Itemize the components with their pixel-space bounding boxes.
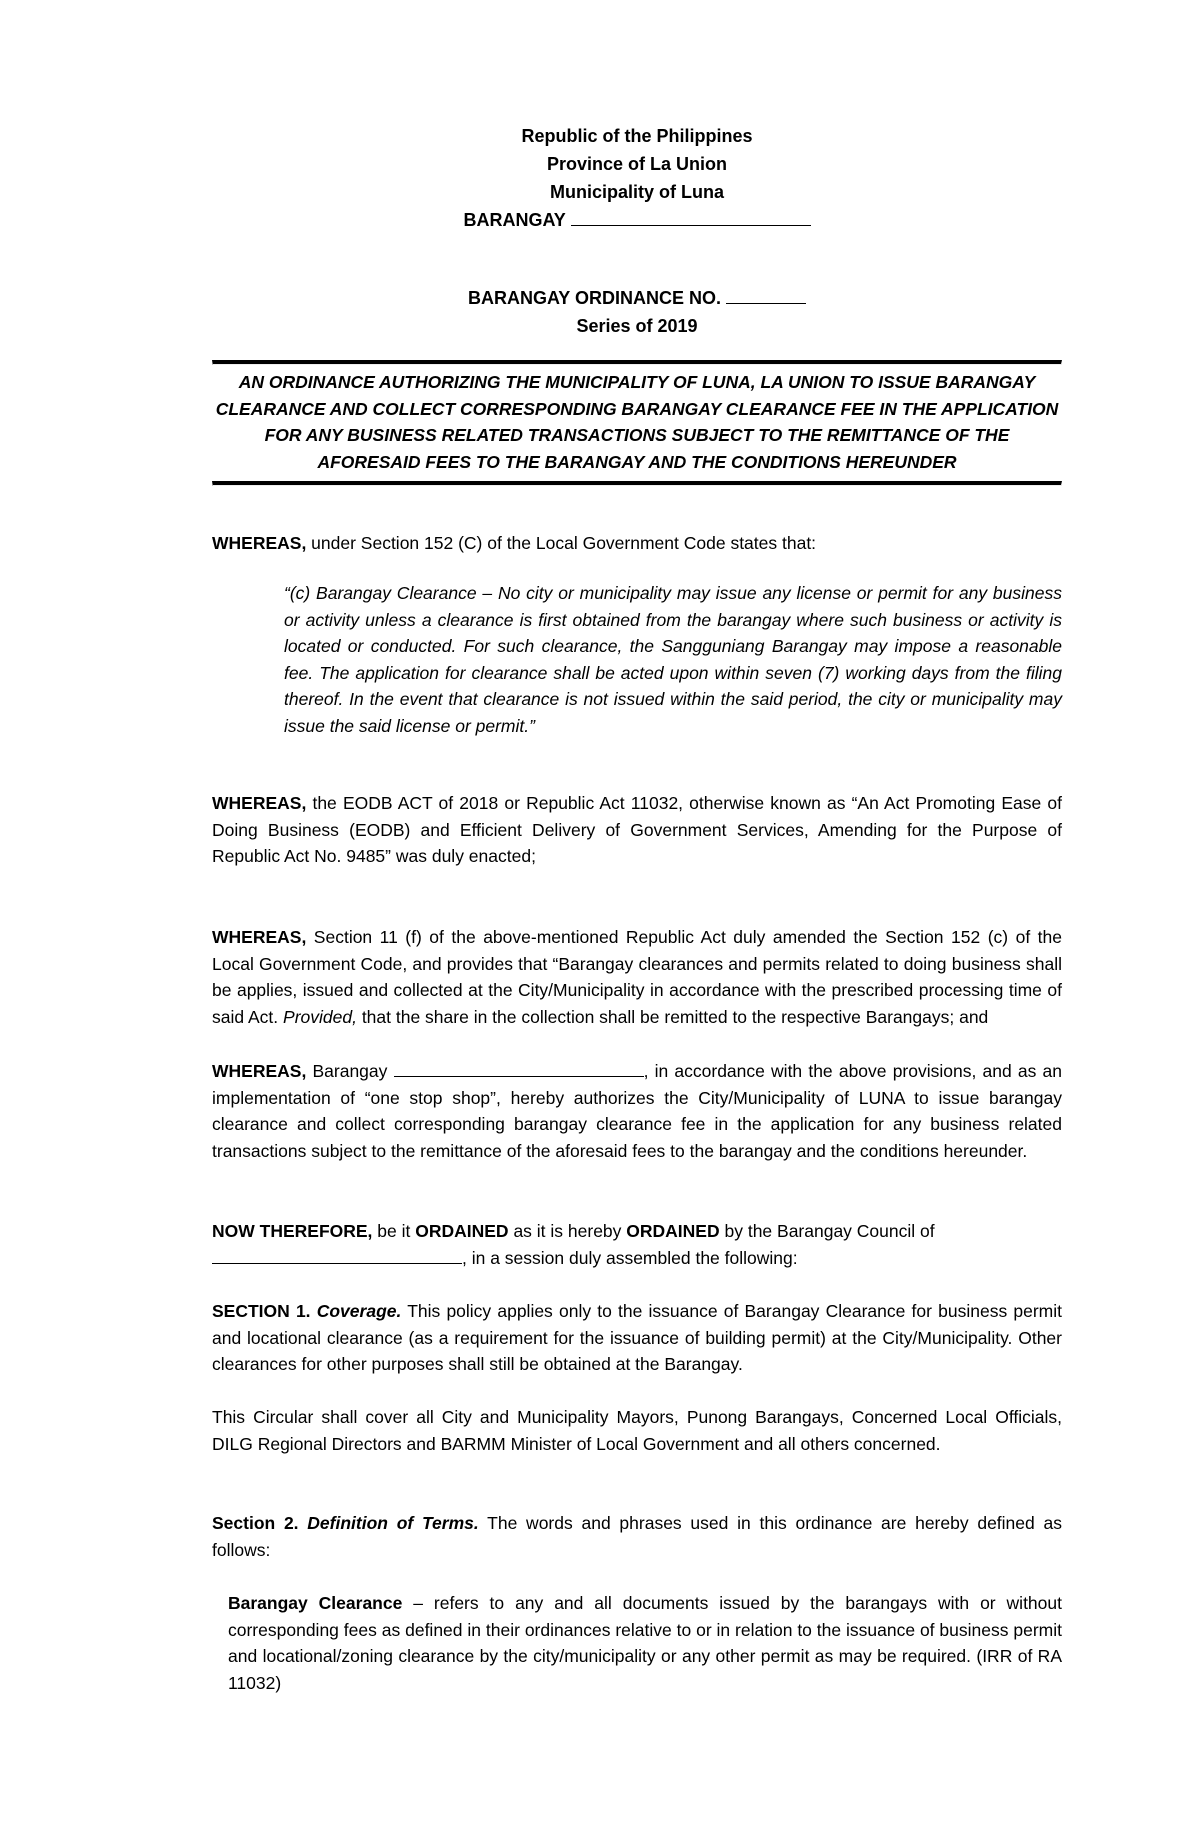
section-1	[212, 1298, 1062, 1378]
ordained-text: as it is hereby	[508, 1221, 627, 1241]
whereas-paragraph-3	[212, 924, 1062, 1030]
section-heading: Definition of Terms.	[307, 1513, 479, 1533]
title-bottom-rule	[212, 481, 1062, 486]
ordinance-number-blank	[726, 285, 806, 304]
barangay-name-blank	[394, 1058, 644, 1077]
ordained-keyword: ORDAINED	[415, 1221, 509, 1241]
barangay-name-blank	[571, 207, 811, 226]
ordinance-number-line	[212, 284, 1062, 312]
ordained-text: by the Barangay Council of	[719, 1221, 935, 1241]
municipality-line: Municipality of Luna	[550, 182, 724, 202]
country-line: Republic of the Philippines	[521, 126, 753, 146]
letterhead	[212, 122, 1062, 234]
section-label: Section 2.	[212, 1513, 299, 1533]
definition-barangay-clearance	[212, 1590, 1062, 1696]
whereas-keyword: WHEREAS,	[212, 793, 307, 813]
provided-keyword: Provided,	[283, 1006, 357, 1027]
whereas-keyword: WHEREAS,	[212, 927, 307, 947]
whereas-text: Section 11 (f) of the above-mentioned Republic Act duly amended the Section 152 (c) of the Local Government Code, and provides that “Barangay clearances and permits related to doing business shall be applies, issued and collected at the City/Municipality in accordance with the prescribed processing time of said Act.	[212, 927, 1062, 1027]
ordained-text: , in a session duly assembled the following:	[462, 1247, 798, 1268]
ordained-text: be it	[372, 1221, 416, 1241]
whereas-text-continued: , in accordance with the above provisions, and as an implementation of “one stop shop”, hereby authorizes the City/Municipality of LUNA to issue barangay clearance and collect corresponding barangay clearance fee in the application for any business related transactions subject to the remittance of the aforesaid fees to the barangay and the conditions hereunder.	[212, 1061, 1063, 1161]
whereas-paragraph-1	[212, 530, 1062, 557]
ordinance-number-label: BARANGAY ORDINANCE NO.	[467, 288, 721, 308]
title-block	[212, 360, 1062, 486]
whereas-paragraph-4	[212, 1058, 1062, 1164]
series-line: Series of 2019	[576, 316, 698, 336]
ordinance-heading	[212, 284, 1062, 340]
section-2	[212, 1510, 1062, 1563]
now-therefore-keyword: NOW THEREFORE,	[212, 1221, 373, 1241]
whereas-text: Barangay	[306, 1061, 394, 1081]
ordinance-title: AN ORDINANCE AUTHORIZING THE MUNICIPALITY OF LUNA, LA UNION TO ISSUE BARANGAY CLEARANCE AND COLLECT CORRESPONDING BARANGAY CLEARANCE FEE IN THE APPLICATION FOR ANY BUSINESS RELATED TRANSACTIONS SUBJECT TO THE REMITTANCE OF THE AFORESAID FEES TO THE BARANGAY AND THE CONDITIONS HEREUNDER	[215, 372, 1059, 472]
section-label: SECTION 1.	[212, 1301, 311, 1321]
section-heading: Coverage.	[316, 1301, 402, 1321]
defined-term: Barangay Clearance	[228, 1593, 403, 1613]
whereas-text-continued: that the share in the collection shall be remitted to the respective Barangays; and	[356, 1006, 989, 1027]
whereas-text: under Section 152 (C) of the Local Government Code states that:	[306, 533, 817, 553]
whereas-paragraph-2	[212, 790, 1062, 870]
whereas-keyword: WHEREAS,	[212, 1061, 307, 1081]
ordained-keyword: ORDAINED	[626, 1221, 720, 1241]
definition-text: – refers to any and all documents issued by the barangays with or without corresponding fees as defined in their ordinances relative to or in relation to the issuance of business permit and locational/zoning clearance by the city/municipality or any other permit as may be required. (IRR of RA 11032)	[228, 1593, 1062, 1693]
now-therefore-paragraph	[212, 1218, 1062, 1271]
whereas-keyword: WHEREAS,	[212, 533, 307, 553]
lgc-quote: “(c) Barangay Clearance – No city or municipality may issue any license or permit for any business or activity unless a clearance is first obtained from the barangay where such business or activity is located or conducted. For such clearance, the Sangguniang Barangay may impose a reasonable fee. The application for clearance shall be acted upon within seven (7) working days from the filing thereof. In the event that clearance is not issued within the said period, the city or municipality may issue the said license or permit.”	[284, 583, 1062, 736]
section-text: The words and phrases used in this ordinance are hereby defined as follows:	[212, 1513, 1062, 1560]
barangay-line	[212, 206, 1062, 234]
barangay-label: BARANGAY	[463, 210, 566, 230]
province-line: Province of La Union	[546, 154, 728, 174]
whereas-text: the EODB ACT of 2018 or Republic Act 11032, otherwise known as “An Act Promoting Ease of Doing Business (EODB) and Efficient Delivery of Government Services, Amending for the Purpose of Republic Act No. 9485” was duly enacted;	[212, 793, 1062, 866]
section-text: This policy applies only to the issuance of Barangay Clearance for business permit and locational clearance (as a requirement for the issuance of building permit) at the City/Municipality. Other clearances for other purposes shall still be obtained at the Barangay.	[212, 1301, 1062, 1374]
barangay-council-blank	[212, 1245, 462, 1264]
circular-coverage-paragraph: This Circular shall cover all City and Municipality Mayors, Punong Barangays, Concerned Local Officials, DILG Regional Directors and BARMM Minister of Local Government and all others concerned.	[212, 1407, 1062, 1454]
